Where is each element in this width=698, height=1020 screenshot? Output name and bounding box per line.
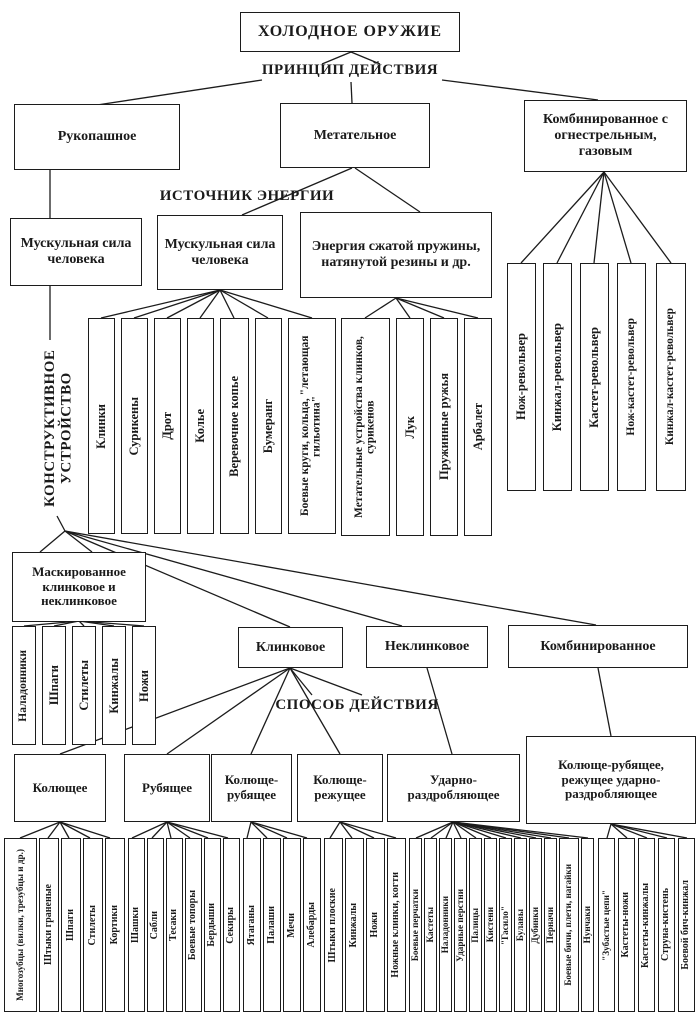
node-chopping: Рубящее — [124, 754, 210, 822]
leaf-box: Наладонники — [439, 838, 452, 1012]
leaf-box: Перначи — [544, 838, 557, 1012]
node-combined-firearm — [524, 100, 687, 172]
leaf-box: Наладонники — [12, 626, 36, 745]
leaf-box: Нунчаки — [581, 838, 594, 1012]
node-hand — [14, 104, 180, 170]
node-blade — [238, 627, 343, 668]
leaf-box: Пружинные ружья — [430, 318, 458, 536]
leaf-box: "Гасило" — [499, 838, 512, 1012]
node-piercing: Колющее — [14, 754, 106, 822]
leaf-box: Лук — [396, 318, 424, 536]
node-combined-action: Колюще-рубящее, режущее ударно-раздробляющее — [526, 736, 696, 824]
node-spring-energy-label: Энергия сжатой пружины, натянутой резины и др. — [311, 239, 481, 270]
node-piercing-cutting: Колюще-режущее — [297, 754, 383, 822]
node-muscular-hand — [10, 218, 142, 286]
node-crushing: Ударно-раздробляющее — [387, 754, 520, 822]
leaf-box: Кастеты-ножи — [618, 838, 635, 1012]
node-throwing-label: Метательное — [313, 127, 397, 143]
leaf-box: Шашки — [128, 838, 145, 1012]
leaf-box: Кинжалы — [345, 838, 364, 1012]
leaf-box: Алебарды — [303, 838, 321, 1012]
node-combined-firearm-label: Комбинированное с огнестрельным, газовым — [543, 112, 668, 159]
leaf-box: Ятаганы — [243, 838, 261, 1012]
leaf-box: Ножные клинки, когти — [387, 838, 406, 1012]
leaf-box: Секиры — [223, 838, 240, 1012]
node-throwing — [280, 103, 430, 168]
leaf-box: Бердыши — [204, 838, 221, 1012]
leaf-box: Бумеранг — [255, 318, 282, 534]
leaf-box: Метательные устройства клинков, сурикенов — [341, 318, 390, 536]
root-title: ХОЛОДНОЕ ОРУЖИЕ — [257, 23, 443, 41]
leaf-box: Многозубцы (вилки, трезубцы и др.) — [4, 838, 37, 1012]
leaf-box: Шпаги — [42, 626, 66, 745]
leaf-box: Боевой бич-кинжал — [678, 838, 695, 1012]
leaf-box: Штыки плоские — [324, 838, 343, 1012]
node-nonblade — [366, 626, 488, 668]
leaf-box: Тесаки — [166, 838, 183, 1012]
root-box — [240, 12, 460, 52]
leaf-box: Боевые топоры — [185, 838, 202, 1012]
node-spring-energy — [300, 212, 492, 298]
leaf-box: Кистени — [484, 838, 497, 1012]
node-masked-label: Маскированное клинковое и неклинковое — [32, 564, 126, 609]
label-principle: ПРИНЦИП ДЕЙСТВИЯ — [261, 62, 439, 78]
leaf-box: Боевые круги, кольца, "летающая гильотина" — [288, 318, 336, 534]
leaf-box: Стилеты — [83, 838, 103, 1012]
leaf-box: Мечи — [283, 838, 301, 1012]
leaf-box: Нож-револьвер — [507, 263, 536, 491]
leaf-box: Сурикены — [121, 318, 148, 534]
leaf-box: Булавы — [514, 838, 527, 1012]
leaf-box: Нож-кастет-револьвер — [617, 263, 646, 491]
label-construction-text: КОНСТРУКТИВНОЕ УСТРОЙСТВО — [41, 349, 74, 507]
leaf-box: Боевые перчатки — [409, 838, 422, 1012]
leaf-box: Струна-кистень — [658, 838, 675, 1012]
leaf-box: Ножи — [366, 838, 385, 1012]
node-blade-label: Клинковое — [255, 639, 326, 655]
leaf-box: Дрот — [154, 318, 181, 534]
leaf-box: Сабли — [147, 838, 164, 1012]
leaf-box: Клинки — [88, 318, 115, 534]
node-combined-construction — [508, 625, 688, 668]
leaf-box: Палицы — [469, 838, 482, 1012]
node-nonblade-label: Неклинковое — [384, 639, 470, 655]
leaf-box: Арбалет — [464, 318, 492, 536]
node-muscular-throwing-label: Мускульная сила человека — [164, 236, 276, 268]
node-hand-label: Рукопашное — [57, 129, 137, 145]
node-piercing-chopping: Колюще-рубящее — [211, 754, 292, 822]
leaf-box: Веревочное копье — [220, 318, 249, 534]
leaf-box: Ножи — [132, 626, 156, 745]
leaf-box: Колье — [187, 318, 214, 534]
leaf-box: Шпаги — [61, 838, 81, 1012]
label-energy-source: ИСТОЧНИК ЭНЕРГИИ — [159, 188, 335, 204]
leaf-box: Кастеты — [424, 838, 437, 1012]
node-muscular-throwing — [157, 215, 283, 290]
leaf-box: "Зубастые цепи" — [598, 838, 615, 1012]
leaf-box: Ударные перстни — [454, 838, 467, 1012]
leaf-box: Кинжалы — [102, 626, 126, 745]
leaf-box: Кастеты-кинжалы — [638, 838, 655, 1012]
leaf-box: Кинжал-кастет-револьвер — [656, 263, 686, 491]
leaf-box: Кинжал-револьвер — [543, 263, 572, 491]
node-muscular-hand-label: Мускульная сила человека — [20, 236, 132, 267]
leaf-box: Боевые бичи, плети, нагайки — [559, 838, 579, 1012]
leaf-box: Штыки граненые — [39, 838, 59, 1012]
leaf-box: Стилеты — [72, 626, 96, 745]
leaf-box: Кортики — [105, 838, 125, 1012]
node-combined-construction-label: Комбинированное — [540, 638, 656, 654]
leaf-box: Палаши — [263, 838, 281, 1012]
leaf-box: Кастет-револьвер — [580, 263, 609, 491]
leaf-box: Дубинки — [529, 838, 542, 1012]
label-action-mode: СПОСОБ ДЕЙСТВИЯ — [275, 697, 439, 713]
node-masked — [12, 552, 146, 622]
